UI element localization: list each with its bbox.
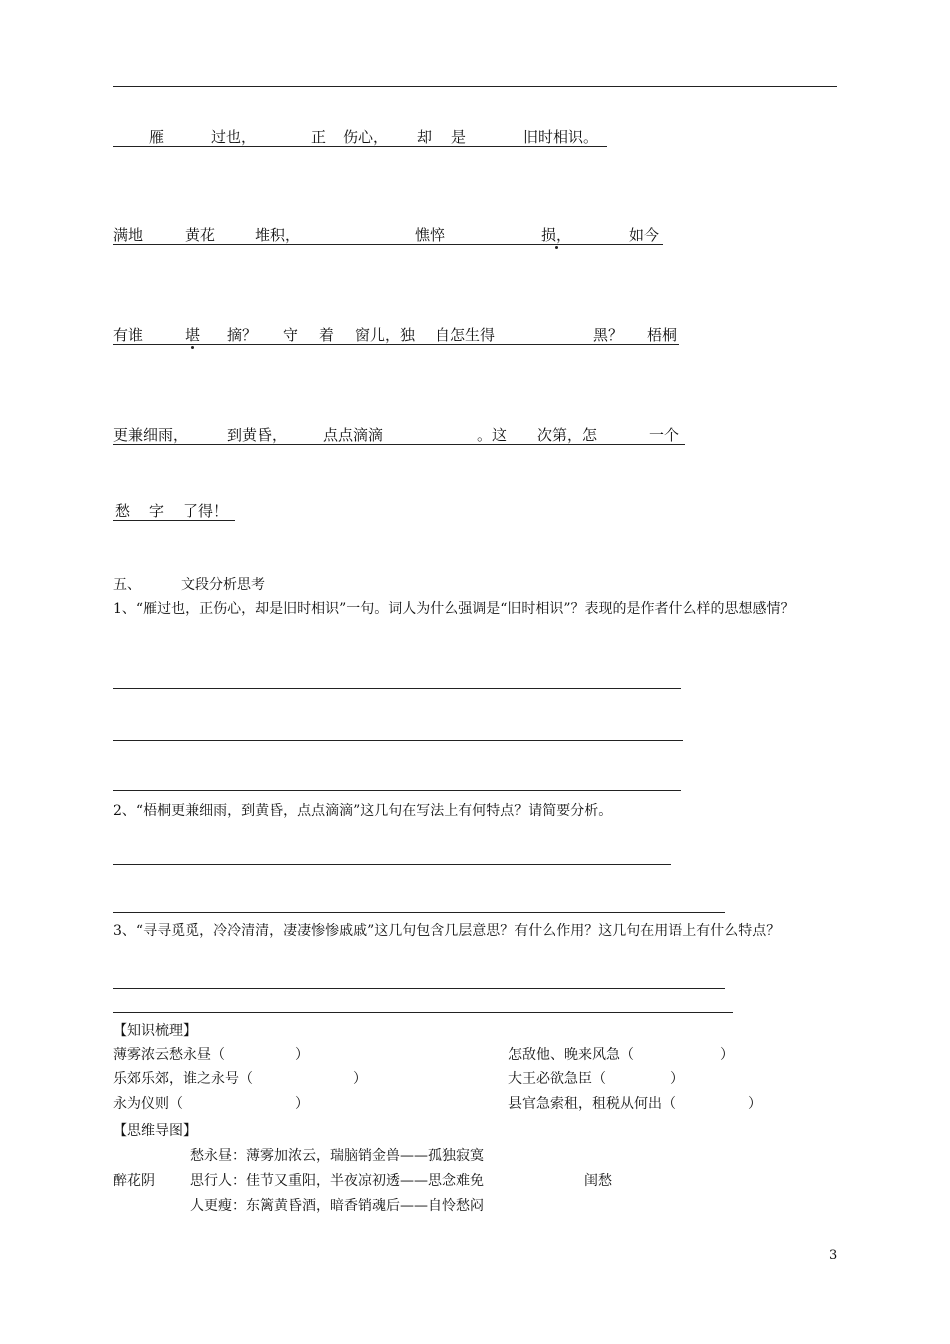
question-3: 3、“寻寻觅觅，冷冷清清，凄凄惨惨戚戚”这几句包含几层意思？有什么作用？这几句在用语上有什么特点？ — [113, 923, 781, 939]
mindmap-branch: 思行人：佳节又重阳，半夜凉初透——思念难免 — [190, 1173, 484, 1189]
poem-line-2 — [113, 224, 663, 245]
word-dotted: 损， — [541, 226, 572, 244]
word: 更兼细雨， — [113, 426, 189, 444]
knowledge-item: 怎敌他、晚来风急（ ） — [508, 1047, 734, 1063]
poem-line-4 — [113, 424, 685, 445]
word: 窗儿，独 — [355, 326, 416, 344]
knowledge-item: 永为仪则（ ） — [113, 1096, 309, 1112]
section-five-heading: 文段分析思考 — [181, 577, 265, 593]
mindmap-heading: 【思维导图】 — [113, 1123, 197, 1139]
word: 堆积， — [255, 226, 301, 244]
knowledge-item: 县官急索租，租税从何出（ ） — [508, 1096, 762, 1112]
answer-line — [113, 988, 725, 989]
word: 憔悴 — [415, 226, 446, 244]
section-five-number: 五、 — [113, 577, 141, 593]
word: 愁 — [115, 502, 131, 520]
word: 有谁 — [113, 326, 144, 344]
poem-line-3 — [113, 324, 679, 345]
mindmap-summary: 闺愁 — [584, 1173, 612, 1189]
knowledge-heading: 【知识梳理】 — [113, 1023, 197, 1039]
word: 过也， — [211, 128, 257, 146]
word: 雁 — [149, 128, 165, 146]
word: 伤心， — [343, 128, 389, 146]
top-rule — [113, 86, 837, 87]
word: 自怎生得 — [435, 326, 496, 344]
word: 。这 — [477, 426, 508, 444]
word: 一个 — [649, 426, 680, 444]
word: 黄花 — [185, 226, 216, 244]
question-1: 1、“雁过也，正伤心，却是旧时相识”一句。词人为什么强调是“旧时相识”？表现的是作者什么样的思想感情？ — [113, 601, 795, 617]
word: 着 — [319, 326, 335, 344]
word: 次第，怎 — [537, 426, 598, 444]
poem-line-5 — [113, 500, 235, 521]
answer-line — [113, 912, 725, 913]
poem-line-1 — [113, 126, 607, 147]
word: 满地 — [113, 226, 144, 244]
answer-line — [113, 740, 683, 741]
mindmap-branch: 人更瘦：东篱黄昏酒，暗香销魂后——自怜愁闷 — [190, 1198, 484, 1214]
answer-line — [113, 688, 681, 689]
word: 正 — [311, 128, 327, 146]
page-number: 3 — [829, 1248, 838, 1263]
answer-line — [113, 790, 681, 791]
knowledge-item: 乐郊乐郊，谁之永号（ ） — [113, 1071, 367, 1087]
word: 却 — [417, 128, 433, 146]
word: 如今 — [629, 226, 660, 244]
word: 了得！ — [183, 502, 229, 520]
word: 到黄昏， — [227, 426, 288, 444]
mindmap-root: 醉花阴 — [113, 1173, 155, 1189]
word: 守 — [283, 326, 299, 344]
answer-line — [113, 1012, 733, 1013]
knowledge-item: 薄雾浓云愁永昼（ ） — [113, 1047, 309, 1063]
word: 黑？ — [593, 326, 624, 344]
word: 点点滴滴 — [323, 426, 384, 444]
word: 是 — [451, 128, 467, 146]
word: 摘？ — [227, 326, 258, 344]
word: 梧桐 — [647, 326, 678, 344]
word: 旧时相识。 — [523, 128, 599, 146]
word-dotted: 堪 — [185, 326, 201, 344]
word: 字 — [149, 502, 165, 520]
question-2: 2、“梧桐更兼细雨，到黄昏，点点滴滴”这几句在写法上有何特点？请简要分析。 — [113, 803, 613, 819]
answer-line — [113, 864, 671, 865]
mindmap-branch: 愁永昼：薄雾加浓云，瑞脑销金兽——孤独寂寞 — [190, 1148, 484, 1164]
knowledge-item: 大王必欲急臣（ ） — [508, 1071, 684, 1087]
